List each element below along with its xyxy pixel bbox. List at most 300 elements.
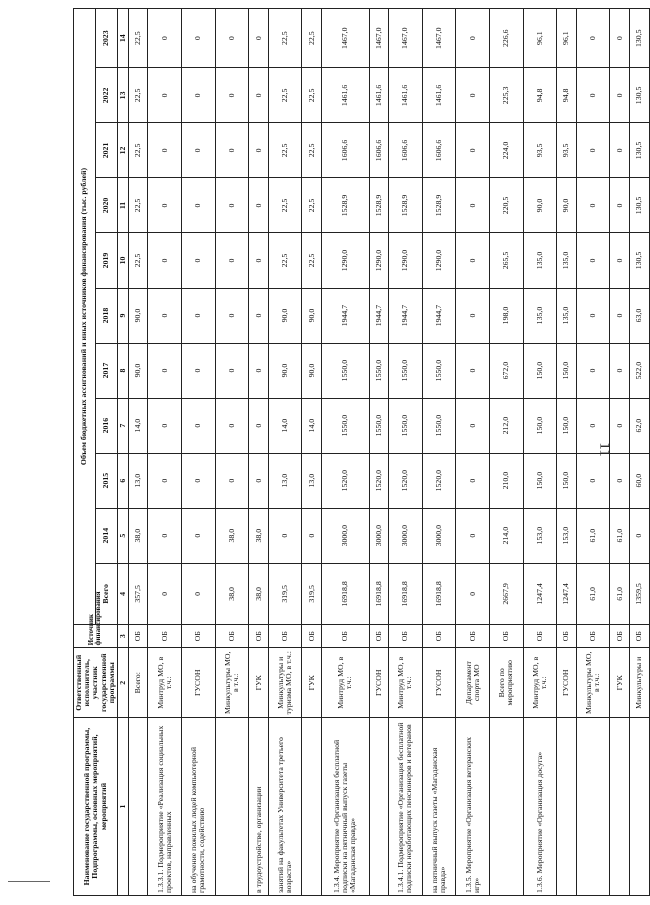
cell-value: 0 [610, 233, 629, 288]
col-number: 3 [117, 625, 128, 648]
col-number: 7 [117, 398, 128, 453]
cell-name: на обучение пожилых людей компьютерной грамотности, содействию [182, 718, 216, 896]
table-row [629, 9, 649, 896]
cell-executor: Всего по мероприятию [490, 648, 524, 718]
cell-name: занятий на факультетах Университета третьего возраста» [268, 718, 302, 896]
cell-value: 22,5 [129, 123, 148, 178]
cell-value: 1467,0 [321, 9, 369, 68]
cell-value: 0 [148, 123, 182, 178]
cell-value: 3000,0 [321, 508, 369, 563]
cell-value: 0 [249, 288, 268, 343]
cell-value: 0 [182, 233, 216, 288]
cell-value: 61,0 [576, 508, 610, 563]
year-header: 2015 [95, 453, 117, 508]
cell-value: 90,0 [129, 288, 148, 343]
cell-value: 0 [249, 9, 268, 68]
cell-value: 1528,9 [369, 178, 388, 233]
cell-value: 210,0 [490, 453, 524, 508]
cell-name [629, 718, 649, 896]
cell-executor: ГУСОН [182, 648, 216, 718]
cell-value: 38,0 [215, 563, 249, 624]
cell-executor: Минкультуры МО, в т.ч.: [215, 648, 249, 718]
cell-value: 61,0 [576, 563, 610, 624]
cell-executor: Минтруд МО, в т.ч.: [148, 648, 182, 718]
col-number: 11 [117, 178, 128, 233]
cell-value: 1550,0 [389, 398, 423, 453]
table-header [74, 9, 129, 896]
cell-value: 0 [182, 123, 216, 178]
cell-value: 0 [182, 508, 216, 563]
cell-value: 38,0 [249, 508, 268, 563]
header-name: Наименование государственной программы, Подпрограммы, основных мероприятий, мероприятий [74, 718, 118, 896]
cell-executor: Минтруд МО, в т.ч.: [523, 648, 557, 718]
table-row [422, 9, 456, 896]
cell-source: ОБ [490, 625, 524, 648]
cell-executor: Всего: [129, 648, 148, 718]
cell-value: 0 [215, 398, 249, 453]
table-row [523, 9, 557, 896]
cell-value: 0 [576, 68, 610, 123]
cell-value: 522,0 [629, 343, 649, 398]
cell-value: 94,8 [523, 68, 557, 123]
cell-executor: Минкультуры МО, в т.ч.: [576, 648, 610, 718]
cell-value: 2667,9 [490, 563, 524, 624]
cell-name [302, 718, 321, 896]
cell-value: 1550,0 [321, 343, 369, 398]
cell-value: 0 [576, 288, 610, 343]
cell-value: 319,5 [268, 563, 302, 624]
col-number: 2 [117, 648, 128, 718]
cell-value: 198,0 [490, 288, 524, 343]
cell-value: 0 [629, 508, 649, 563]
cell-value: 22,5 [302, 9, 321, 68]
cell-source: ОБ [456, 625, 490, 648]
cell-value: 0 [456, 288, 490, 343]
cell-executor: ГУСОН [422, 648, 456, 718]
cell-value: 0 [249, 398, 268, 453]
cell-value: 135,0 [523, 233, 557, 288]
cell-source: ОБ [182, 625, 216, 648]
cell-source: ОБ [268, 625, 302, 648]
cell-value: 150,0 [557, 343, 576, 398]
cell-value: 0 [576, 233, 610, 288]
cell-value: 135,0 [557, 288, 576, 343]
cell-value: 1290,0 [321, 233, 369, 288]
cell-value: 1944,7 [321, 288, 369, 343]
cell-value: 0 [576, 123, 610, 178]
cell-value: 1606,6 [369, 123, 388, 178]
cell-value: 1944,7 [369, 288, 388, 343]
year-header: 2018 [95, 288, 117, 343]
header-row-numbers [117, 9, 128, 896]
cell-value: 1520,0 [422, 453, 456, 508]
cell-value: 212,0 [490, 398, 524, 453]
table-row [249, 9, 268, 896]
cell-name [369, 718, 388, 896]
cell-executor: ГУК [302, 648, 321, 718]
cell-name: 1.3.4.1. Подмероприятие «Организация бесплатной подписки неработающих пенсионеров и ветеранов [389, 718, 423, 896]
cell-value: 22,5 [129, 233, 148, 288]
cell-value: 22,5 [129, 178, 148, 233]
cell-value: 1467,0 [422, 9, 456, 68]
cell-value: 0 [182, 68, 216, 123]
cell-value: 0 [148, 178, 182, 233]
cell-value: 13,0 [268, 453, 302, 508]
cell-executor: Минкультуры и туризма МО, в т.ч.: [268, 648, 302, 718]
cell-value: 3000,0 [422, 508, 456, 563]
cell-value: 0 [182, 178, 216, 233]
table-row [576, 9, 610, 896]
year-header: 2017 [95, 343, 117, 398]
cell-value: 0 [576, 343, 610, 398]
cell-executor: Департамент спорта МО [456, 648, 490, 718]
col-number: 13 [117, 68, 128, 123]
table-row [557, 9, 576, 896]
cell-value: 38,0 [129, 508, 148, 563]
cell-value: 224,0 [490, 123, 524, 178]
cell-source: ОБ [129, 625, 148, 648]
cell-name [129, 718, 148, 896]
cell-value: 153,0 [557, 508, 576, 563]
cell-value: 0 [148, 288, 182, 343]
col-number: 14 [117, 9, 128, 68]
cell-value: 1461,6 [389, 68, 423, 123]
cell-source: ОБ [629, 625, 649, 648]
cell-value: 1550,0 [389, 343, 423, 398]
cell-value: 1550,0 [422, 343, 456, 398]
cell-value: 0 [576, 178, 610, 233]
cell-executor: Минкультуры и [629, 648, 649, 718]
cell-value: 1247,4 [557, 563, 576, 624]
cell-source: ОБ [557, 625, 576, 648]
cell-value: 0 [456, 453, 490, 508]
col-number: 4 [117, 563, 128, 624]
cell-value: 1467,0 [389, 9, 423, 68]
cell-value: 22,5 [129, 68, 148, 123]
cell-name [557, 718, 576, 896]
col-number: 8 [117, 343, 128, 398]
cell-value: 0 [148, 233, 182, 288]
cell-value: 0 [249, 123, 268, 178]
cell-value: 16918,8 [389, 563, 423, 624]
cell-value: 0 [456, 68, 490, 123]
cell-value: 0 [182, 398, 216, 453]
cell-value: 150,0 [557, 453, 576, 508]
cell-value: 1520,0 [369, 453, 388, 508]
cell-value: 0 [302, 508, 321, 563]
table-body [129, 9, 649, 896]
cell-value: 1944,7 [422, 288, 456, 343]
cell-value: 96,1 [523, 9, 557, 68]
cell-value: 38,0 [249, 563, 268, 624]
cell-source: ОБ [389, 625, 423, 648]
cell-value: 150,0 [557, 398, 576, 453]
cell-value: 0 [576, 453, 610, 508]
cell-value: 0 [215, 343, 249, 398]
col-number: 6 [117, 453, 128, 508]
cell-value: 130,5 [629, 68, 649, 123]
cell-value: 1461,6 [422, 68, 456, 123]
cell-value: 90,0 [557, 178, 576, 233]
cell-value: 0 [610, 453, 629, 508]
cell-value: 319,5 [302, 563, 321, 624]
cell-name: 1.3.5. Мероприятие «Организация ветеранских игр» [456, 718, 490, 896]
cell-value: 22,5 [302, 68, 321, 123]
cell-value: 0 [215, 123, 249, 178]
cell-value: 1606,6 [422, 123, 456, 178]
cell-value: 153,0 [523, 508, 557, 563]
cell-value: 0 [148, 453, 182, 508]
cell-source: ОБ [249, 625, 268, 648]
cell-value: 1520,0 [321, 453, 369, 508]
cell-value: 16918,8 [369, 563, 388, 624]
cell-value: 1461,6 [369, 68, 388, 123]
cell-value: 1550,0 [369, 343, 388, 398]
cell-value: 225,3 [490, 68, 524, 123]
cell-value: 130,5 [629, 123, 649, 178]
cell-value: 1290,0 [369, 233, 388, 288]
cell-value: 214,0 [490, 508, 524, 563]
cell-executor: ГУСОН [557, 648, 576, 718]
cell-source: ОБ [523, 625, 557, 648]
cell-value: 38,0 [215, 508, 249, 563]
cell-value: 1461,6 [321, 68, 369, 123]
cell-value: 0 [610, 123, 629, 178]
table-row [215, 9, 249, 896]
cell-value: 0 [249, 453, 268, 508]
cell-executor: ГУСОН [369, 648, 388, 718]
cell-value: 135,0 [557, 233, 576, 288]
cell-value: 0 [182, 453, 216, 508]
cell-value: 96,1 [557, 9, 576, 68]
table-row [490, 9, 524, 896]
cell-value: 1290,0 [389, 233, 423, 288]
cell-value: 220,5 [490, 178, 524, 233]
cell-value: 0 [215, 288, 249, 343]
cell-value: 16918,8 [422, 563, 456, 624]
cell-source: ОБ [610, 625, 629, 648]
col-number: 1 [117, 718, 128, 896]
col-number: 9 [117, 288, 128, 343]
rotated-table-area [73, 8, 644, 896]
cell-value: 0 [456, 233, 490, 288]
cell-executor: Минтруд МО, в т.ч.: [321, 648, 369, 718]
cell-value: 22,5 [129, 9, 148, 68]
cell-value: 0 [182, 288, 216, 343]
cell-value: 1550,0 [369, 398, 388, 453]
cell-value: 90,0 [302, 343, 321, 398]
cell-name [490, 718, 524, 896]
cell-value: 0 [610, 398, 629, 453]
year-header: 2020 [95, 178, 117, 233]
year-header: 2022 [95, 68, 117, 123]
cell-value: 22,5 [302, 233, 321, 288]
cell-value: 357,5 [129, 563, 148, 624]
cell-name [215, 718, 249, 896]
table-row [321, 9, 369, 896]
cell-value: 0 [456, 508, 490, 563]
cell-value: 0 [456, 123, 490, 178]
cell-value: 93,5 [557, 123, 576, 178]
cell-value: 0 [148, 68, 182, 123]
cell-value: 1290,0 [422, 233, 456, 288]
cell-value: 93,5 [523, 123, 557, 178]
cell-value: 1606,6 [389, 123, 423, 178]
cell-source: ОБ [369, 625, 388, 648]
cell-executor: Минтруд МО, в т.ч.: [389, 648, 423, 718]
cell-name [610, 718, 629, 896]
cell-value: 0 [249, 178, 268, 233]
cell-value: 61,0 [610, 508, 629, 563]
cell-value: 1606,6 [321, 123, 369, 178]
cell-value: 0 [610, 178, 629, 233]
cell-value: 130,5 [629, 9, 649, 68]
cell-value: 3000,0 [389, 508, 423, 563]
cell-value: 90,0 [268, 288, 302, 343]
cell-value: 0 [610, 343, 629, 398]
cell-value: 1550,0 [422, 398, 456, 453]
cell-value: 0 [610, 68, 629, 123]
cell-value: 90,0 [302, 288, 321, 343]
cell-value: 0 [215, 9, 249, 68]
cell-value: 22,5 [268, 9, 302, 68]
cell-value: 14,0 [129, 398, 148, 453]
cell-source: ОБ [148, 625, 182, 648]
cell-value: 0 [456, 343, 490, 398]
cell-value: 0 [249, 233, 268, 288]
cell-value: 130,5 [629, 178, 649, 233]
header-row-1 [74, 9, 96, 896]
table-row [148, 9, 182, 896]
cell-value: 135,0 [523, 288, 557, 343]
table-row [302, 9, 321, 896]
cell-value: 150,0 [523, 343, 557, 398]
year-header: 2023 [95, 9, 117, 68]
cell-value: 0 [456, 9, 490, 68]
year-header: 2016 [95, 398, 117, 453]
cell-value: 0 [456, 178, 490, 233]
cell-value: 0 [182, 343, 216, 398]
cell-value: 62,0 [629, 398, 649, 453]
header-funding: Объем бюджетных ассигнований и иных источников финансирования (тыс. рублей) [74, 9, 96, 625]
cell-value: 22,5 [268, 178, 302, 233]
footer-rule [8, 881, 50, 882]
cell-value: 0 [148, 343, 182, 398]
header-source: Источник финансирования [74, 625, 118, 648]
cell-source: ОБ [576, 625, 610, 648]
table-row [129, 9, 148, 896]
cell-value: 63,0 [629, 288, 649, 343]
cell-value: 1528,9 [321, 178, 369, 233]
cell-value: 1247,4 [523, 563, 557, 624]
cell-name: в трудоустройстве, организации [249, 718, 268, 896]
cell-value: 0 [148, 9, 182, 68]
table-row [268, 9, 302, 896]
cell-source: ОБ [302, 625, 321, 648]
cell-value: 16918,8 [321, 563, 369, 624]
cell-source: ОБ [422, 625, 456, 648]
cell-value: 90,0 [129, 343, 148, 398]
cell-value: 14,0 [302, 398, 321, 453]
cell-value: 0 [148, 508, 182, 563]
cell-value: 22,5 [268, 123, 302, 178]
cell-value: 14,0 [268, 398, 302, 453]
cell-value: 0 [215, 178, 249, 233]
cell-value: 94,8 [557, 68, 576, 123]
cell-value: 0 [148, 398, 182, 453]
cell-source: ОБ [215, 625, 249, 648]
cell-value: 672,0 [490, 343, 524, 398]
cell-value: 1528,9 [422, 178, 456, 233]
year-header: 2021 [95, 123, 117, 178]
cell-value: 0 [215, 233, 249, 288]
cell-name: на пятничный выпуск газеты «Магаданская правда» [422, 718, 456, 896]
funding-table [73, 8, 650, 896]
cell-value: 150,0 [523, 453, 557, 508]
year-header: Всего [95, 563, 117, 624]
cell-name: 1.3.6. Мероприятие «Организация досуга» [523, 718, 557, 896]
cell-value: 1359,5 [629, 563, 649, 624]
table-row [610, 9, 629, 896]
col-number: 5 [117, 508, 128, 563]
cell-value: 22,5 [302, 178, 321, 233]
cell-value: 22,5 [268, 68, 302, 123]
cell-value: 0 [610, 9, 629, 68]
cell-value: 22,5 [268, 233, 302, 288]
year-header: 2014 [95, 508, 117, 563]
cell-name: 1.3.3.1. Подмероприятие «Реализация социальных проектов, направленных [148, 718, 182, 896]
cell-value: 0 [215, 68, 249, 123]
cell-value: 13,0 [129, 453, 148, 508]
cell-value: 0 [215, 453, 249, 508]
cell-value: 1520,0 [389, 453, 423, 508]
cell-value: 0 [182, 9, 216, 68]
cell-value: 0 [576, 9, 610, 68]
table-row [369, 9, 388, 896]
cell-value: 1550,0 [321, 398, 369, 453]
cell-value: 1467,0 [369, 9, 388, 68]
cell-source: ОБ [321, 625, 369, 648]
landscape-page [73, 8, 644, 896]
cell-value: 0 [148, 563, 182, 624]
cell-value: 1944,7 [389, 288, 423, 343]
cell-value: 226,6 [490, 9, 524, 68]
cell-name: 1.3.4. Мероприятие «Организация бесплатной подписки на пятничный выпуск газеты «Магаданская правда» [321, 718, 369, 896]
cell-value: 13,0 [302, 453, 321, 508]
cell-value: 0 [456, 563, 490, 624]
col-number: 10 [117, 233, 128, 288]
cell-value: 61,0 [610, 563, 629, 624]
header-executor: Ответственный исполнитель, участник государственной программы [74, 648, 118, 718]
cell-value: 0 [249, 68, 268, 123]
cell-value: 0 [610, 288, 629, 343]
page-number: 11 [596, 442, 613, 457]
cell-value: 0 [268, 508, 302, 563]
cell-value: 265,5 [490, 233, 524, 288]
cell-value: 1528,9 [389, 178, 423, 233]
table-row [389, 9, 423, 896]
cell-executor: ГУК [610, 648, 629, 718]
cell-value: 90,0 [523, 178, 557, 233]
cell-executor: ГУК [249, 648, 268, 718]
cell-value: 130,5 [629, 233, 649, 288]
cell-value: 0 [249, 343, 268, 398]
cell-value: 60,0 [629, 453, 649, 508]
cell-value: 90,0 [268, 343, 302, 398]
cell-value: 3000,0 [369, 508, 388, 563]
table-row [456, 9, 490, 896]
cell-value: 150,0 [523, 398, 557, 453]
